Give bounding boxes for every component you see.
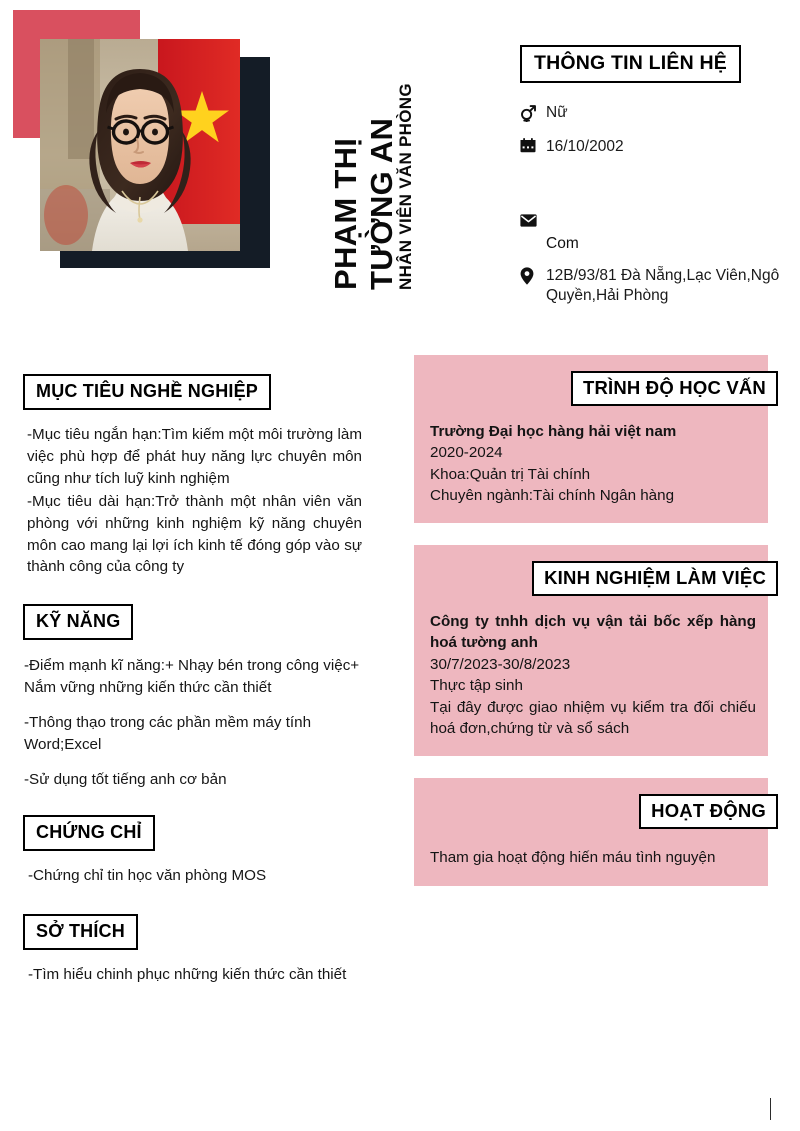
- profile-photo: [40, 39, 240, 251]
- experience-company: Công ty tnhh dịch vụ vận tải bốc xếp hàng hoá tường anh: [430, 612, 756, 652]
- contact-spacer: [520, 172, 795, 234]
- experience-section-title: KINH NGHIỆM LÀM VIỆC: [532, 561, 778, 596]
- activities-item-1: Tham gia hoạt động hiến máu tình nguyện: [430, 848, 716, 866]
- contact-section-title: THÔNG TIN LIÊN HỆ: [520, 45, 741, 83]
- skills-title-wrap: [23, 604, 368, 640]
- experience-description: Tại đây được giao nhiệm vụ kiểm tra đối chiếu hoá đơn,chứng từ và sổ sách: [430, 698, 756, 738]
- objective-section-title: MỤC TIÊU NGHỀ NGHIỆP: [23, 374, 271, 410]
- section-activities: [414, 778, 768, 886]
- name-line-2: TƯỜNG AN: [364, 117, 399, 290]
- location-pin-icon: [520, 266, 546, 285]
- education-years: 2020-2024: [430, 444, 503, 462]
- certificates-item-1: -Chứng chỉ tin học văn phòng MOS: [28, 866, 267, 884]
- job-role-label: NHÂN VIÊN VĂN PHÒNG: [396, 83, 415, 290]
- activities-details: [414, 847, 768, 869]
- gender-icon: [520, 103, 546, 122]
- email-icon: [520, 213, 546, 227]
- section-interests: [23, 914, 368, 986]
- contact-row-address: [520, 266, 795, 307]
- experience-dates: 30/7/2023-30/8/2023: [430, 655, 571, 673]
- contact-row-email: [520, 234, 795, 254]
- name-line-1: PHẠM THỊ: [328, 137, 363, 290]
- education-details: [414, 421, 768, 507]
- section-education: [414, 355, 768, 523]
- activities-title-wrap: [414, 794, 778, 829]
- right-column: [414, 355, 800, 886]
- certificates-title-wrap: [23, 815, 368, 851]
- profile-photo-image: [40, 39, 240, 251]
- contact-section: [520, 45, 795, 307]
- education-title-wrap: [414, 371, 778, 406]
- interests-section-title: SỞ THÍCH: [23, 914, 138, 950]
- section-certificates: [23, 815, 368, 887]
- contact-row-gender: [520, 103, 795, 123]
- experience-details: [414, 611, 768, 740]
- name-title-block: [296, 18, 416, 290]
- contact-row-birthdate: [520, 137, 795, 157]
- section-experience: [414, 545, 768, 756]
- calendar-icon: [520, 137, 546, 153]
- education-major: Chuyên ngành:Tài chính Ngân hàng: [430, 487, 675, 505]
- education-section-title: TRÌNH ĐỘ HỌC VẤN: [571, 371, 778, 406]
- skills-item-1: -Điểm mạnh kĩ năng:+ Nhạy bén trong công việc+ Nắm vững những kiến thức cần thiết: [24, 657, 360, 697]
- text-cursor-artifact: [770, 1098, 771, 1120]
- interests-item-1: -Tìm hiểu chinh phục những kiến thức cần thiết: [28, 965, 347, 983]
- education-faculty: Khoa:Quản trị Tài chính: [430, 465, 591, 483]
- contact-value-address: 12B/93/81 Đà Nẵng,Lạc Viên,Ngô Quyền,Hải Phòng: [546, 267, 780, 305]
- objective-paragraph-1: -Mục tiêu ngắn hạn:Tìm kiếm một môi trường làm việc phù hợp để phát huy năng lực chuyên môn cũng như tích luỹ kinh nghiệm: [27, 426, 362, 487]
- experience-title-wrap: [414, 561, 778, 596]
- contact-value-gender: Nữ: [546, 103, 568, 121]
- interests-title-wrap: [23, 914, 368, 950]
- section-skills: [23, 604, 368, 791]
- contact-value-birthdate: 16/10/2002: [546, 138, 624, 156]
- objective-title-wrap: [23, 374, 368, 410]
- objective-paragraph-2: -Mục tiêu dài hạn:Trở thành một nhân viên văn phòng với những kinh nghiệm kỹ năng chuyên môn cao mang lại lợi ích kinh tế đóng góp vào sự thành công của công ty: [27, 492, 362, 576]
- activities-section-title: HOẠT ĐỘNG: [639, 794, 778, 829]
- left-column: [23, 374, 368, 986]
- contact-value-email: Com: [546, 234, 579, 252]
- header-block: [0, 0, 800, 345]
- certificates-section-title: CHỨNG CHỈ: [23, 815, 155, 851]
- experience-position: Thực tập sinh: [430, 677, 523, 695]
- education-school: Trường Đại học hàng hải việt nam: [430, 422, 677, 440]
- skills-section-title: KỸ NĂNG: [23, 604, 133, 640]
- skills-item-3: -Sử dụng tốt tiếng anh cơ bản: [24, 770, 227, 788]
- skills-item-2: -Thông thạo trong các phần mềm máy tính Word;Excel: [24, 714, 312, 754]
- section-career-objective: [23, 374, 368, 578]
